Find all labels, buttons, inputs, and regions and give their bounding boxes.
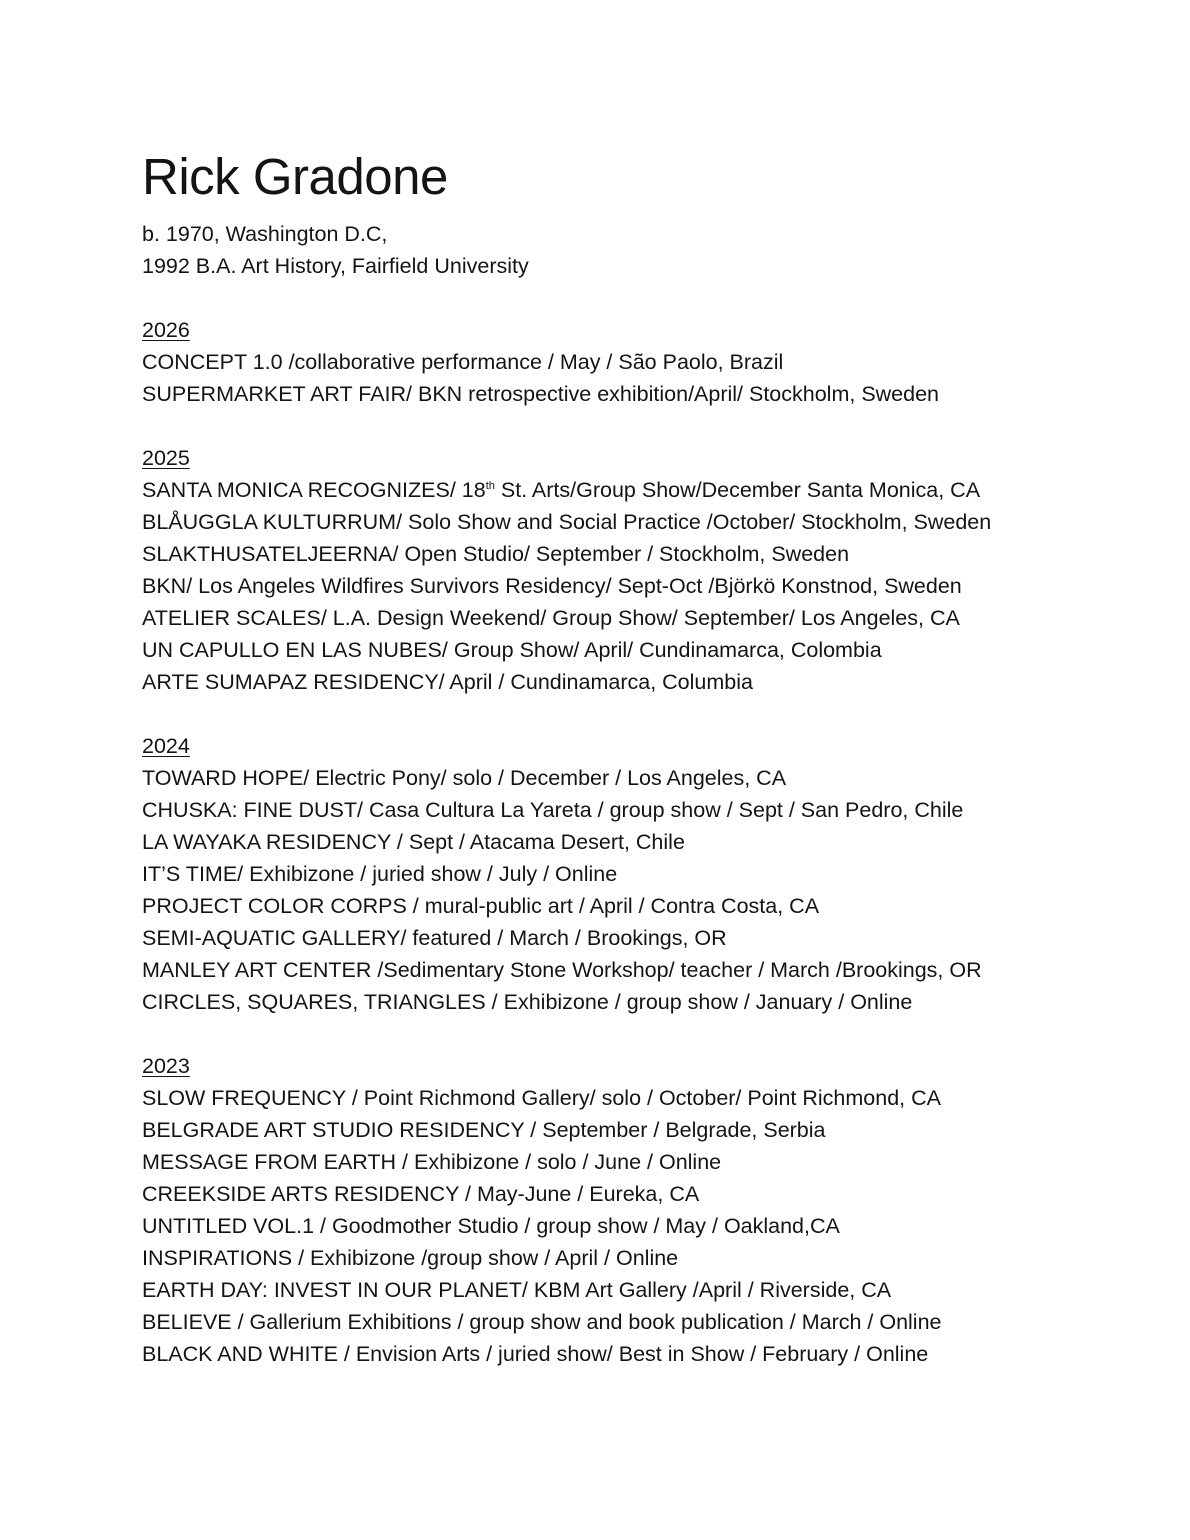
year-section-2024	[142, 730, 1142, 1018]
exhibition-entry: CREEKSIDE ARTS RESIDENCY / May-June / Eureka, CA	[142, 1182, 700, 1206]
exhibition-entry: SLAKTHUSATELJEERNA/ Open Studio/ September / Stockholm, Sweden	[142, 542, 850, 566]
exhibition-entry: SEMI-AQUATIC GALLERY/ featured / March / Brookings, OR	[142, 926, 727, 950]
year-heading: 2023	[142, 1054, 190, 1078]
entry-ordinal-suffix: th	[485, 479, 495, 492]
year-heading: 2026	[142, 318, 190, 342]
bio-birth: b. 1970, Washington D.C,	[142, 222, 388, 246]
exhibition-entry: ARTE SUMAPAZ RESIDENCY/ April / Cundinamarca, Columbia	[142, 670, 753, 694]
exhibition-entry: CHUSKA: FINE DUST/ Casa Cultura La Yareta / group show / Sept / San Pedro, Chile	[142, 798, 964, 822]
exhibition-entry: MANLEY ART CENTER /Sedimentary Stone Workshop/ teacher / March /Brookings, OR	[142, 958, 982, 982]
exhibition-entry: BKN/ Los Angeles Wildfires Survivors Residency/ Sept-Oct /Björkö Konstnod, Sweden	[142, 574, 962, 598]
exhibition-entry: BELGRADE ART STUDIO RESIDENCY / September / Belgrade, Serbia	[142, 1118, 826, 1142]
exhibition-entry: LA WAYAKA RESIDENCY / Sept / Atacama Desert, Chile	[142, 830, 685, 854]
exhibition-entry: BELIEVE / Gallerium Exhibitions / group show and book publication / March / Online	[142, 1310, 942, 1334]
exhibition-entry: BLACK AND WHITE / Envision Arts / juried show/ Best in Show / February / Online	[142, 1342, 929, 1366]
year-section-2026	[142, 314, 1142, 410]
exhibition-entry: ATELIER SCALES/ L.A. Design Weekend/ Group Show/ September/ Los Angeles, CA	[142, 606, 960, 630]
year-heading: 2024	[142, 734, 190, 758]
entry-text-pre: SANTA MONICA RECOGNIZES/ 18	[142, 478, 486, 502]
artist-name: Rick Gradone	[142, 148, 448, 205]
year-heading: 2025	[142, 446, 190, 470]
exhibition-entry: CIRCLES, SQUARES, TRIANGLES / Exhibizone / group show / January / Online	[142, 990, 913, 1014]
bio-education: 1992 B.A. Art History, Fairfield University	[142, 254, 529, 278]
exhibition-entry: EARTH DAY: INVEST IN OUR PLANET/ KBM Art Gallery /April / Riverside, CA	[142, 1278, 892, 1302]
exhibition-entry: INSPIRATIONS / Exhibizone /group show / April / Online	[142, 1246, 679, 1270]
exhibition-entry: UNTITLED VOL.1 / Goodmother Studio / group show / May / Oakland,CA	[142, 1214, 840, 1238]
exhibition-entry: UN CAPULLO EN LAS NUBES/ Group Show/ April/ Cundinamarca, Colombia	[142, 638, 882, 662]
year-section-2025	[142, 442, 1142, 698]
exhibition-entry	[142, 474, 1142, 506]
exhibition-entry: MESSAGE FROM EARTH / Exhibizone / solo / June / Online	[142, 1150, 722, 1174]
entry-text-post: St. Arts/Group Show/December Santa Monica, CA	[494, 478, 981, 502]
exhibition-entry: CONCEPT 1.0 /collaborative performance / May / São Paolo, Brazil	[142, 350, 784, 374]
exhibition-entry: IT’S TIME/ Exhibizone / juried show / July / Online	[142, 862, 618, 886]
year-section-2023	[142, 1050, 1142, 1370]
cv-page	[142, 140, 1142, 1402]
exhibition-entry: BLÅUGGLA KULTURRUM/ Solo Show and Social Practice /October/ Stockholm, Sweden	[142, 510, 992, 534]
exhibition-entry: SLOW FREQUENCY / Point Richmond Gallery/ solo / October/ Point Richmond, CA	[142, 1086, 941, 1110]
bio	[142, 218, 1142, 282]
exhibition-entry: PROJECT COLOR CORPS / mural-public art / April / Contra Costa, CA	[142, 894, 820, 918]
exhibition-entry: TOWARD HOPE/ Electric Pony/ solo / December / Los Angeles, CA	[142, 766, 787, 790]
exhibition-entry: SUPERMARKET ART FAIR/ BKN retrospective exhibition/April/ Stockholm, Sweden	[142, 382, 940, 406]
exhibition-history	[142, 314, 1142, 1370]
